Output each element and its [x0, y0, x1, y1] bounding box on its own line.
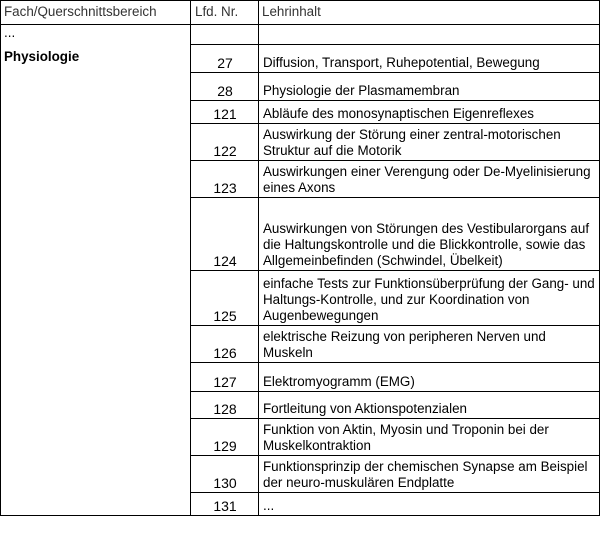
table-row [1, 101, 600, 124]
header-subject: Fach/Querschnittsbereich [1, 1, 191, 25]
content-cell: Elektromyogramm (EMG) [259, 363, 600, 392]
subject-cell: ... [1, 25, 191, 45]
table-row [1, 493, 600, 516]
number-cell: 126 [191, 326, 259, 363]
table-row [1, 456, 600, 493]
table-row [1, 419, 600, 456]
table-row [1, 326, 600, 363]
number-cell: 123 [191, 161, 259, 198]
subject-cell [1, 326, 191, 363]
subject-cell [1, 101, 191, 124]
table-row [1, 25, 600, 45]
subject-cell: Physiologie [1, 45, 191, 73]
number-cell: 125 [191, 271, 259, 326]
subject-cell [1, 271, 191, 326]
content-cell: Auswirkung der Störung einer zentral-motorischen Struktur auf die Motorik [259, 124, 600, 161]
subject-cell [1, 392, 191, 419]
subject-cell [1, 161, 191, 198]
header-row [1, 1, 600, 25]
subject-cell [1, 198, 191, 271]
header-content: Lehrinhalt [259, 1, 600, 25]
number-cell: 129 [191, 419, 259, 456]
table-row [1, 45, 600, 73]
table-row [1, 198, 600, 271]
number-cell: 27 [191, 45, 259, 73]
table-row [1, 271, 600, 326]
table-row [1, 392, 600, 419]
header-number: Lfd. Nr. [191, 1, 259, 25]
table-row [1, 73, 600, 101]
content-cell: einfache Tests zur Funktionsüberprüfung der Gang- und Haltungs-Kontrolle, und zur Koordination von Augenbewegungen [259, 271, 600, 326]
content-cell: Auswirkungen von Störungen des Vestibularorgans auf die Haltungskontrolle und die Blickkontrolle, sowie das Allgemeinbefinden (Schwindel, Übelkeit) [259, 198, 600, 271]
content-cell: Auswirkungen einer Verengung oder De-Myelinisierung eines Axons [259, 161, 600, 198]
subject-cell [1, 419, 191, 456]
number-cell: 28 [191, 73, 259, 101]
content-cell: Funktion von Aktin, Myosin und Troponin bei der Muskelkontraktion [259, 419, 600, 456]
content-cell: Abläufe des monosynaptischen Eigenreflexes [259, 101, 600, 124]
number-cell: 124 [191, 198, 259, 271]
content-cell [259, 25, 600, 45]
table-row [1, 363, 600, 392]
number-cell: 128 [191, 392, 259, 419]
subject-cell [1, 363, 191, 392]
table-body [1, 25, 600, 516]
subject-cell [1, 124, 191, 161]
subject-cell [1, 493, 191, 516]
subject-cell [1, 73, 191, 101]
content-cell: Funktionsprinzip der chemischen Synapse am Beispiel der neuro-muskulären Endplatte [259, 456, 600, 493]
number-cell: 127 [191, 363, 259, 392]
subject-cell [1, 456, 191, 493]
content-cell: elektrische Reizung von peripheren Nerven und Muskeln [259, 326, 600, 363]
table-row [1, 161, 600, 198]
number-cell: 131 [191, 493, 259, 516]
content-cell: Physiologie der Plasmamembran [259, 73, 600, 101]
content-cell: Fortleitung von Aktionspotenzialen [259, 392, 600, 419]
number-cell: 122 [191, 124, 259, 161]
number-cell: 130 [191, 456, 259, 493]
number-cell: 121 [191, 101, 259, 124]
content-cell: Diffusion, Transport, Ruhepotential, Bewegung [259, 45, 600, 73]
content-cell: ... [259, 493, 600, 516]
number-cell [191, 25, 259, 45]
table-row [1, 124, 600, 161]
